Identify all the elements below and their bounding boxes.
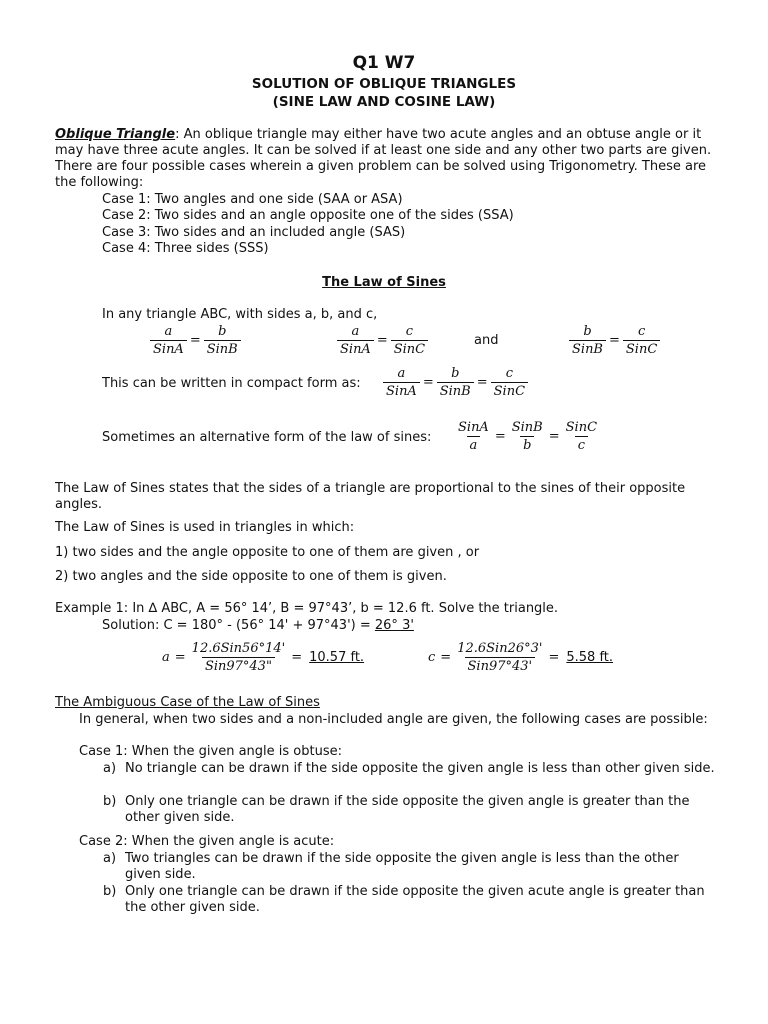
list-marker: b) <box>103 794 117 809</box>
page-subtitle: SOLUTION OF OBLIQUE TRIANGLES <box>251 76 517 92</box>
list-item: Two triangles can be drawn if the side opposite the given angle is less than the other given side. <box>125 851 679 882</box>
example-solution: Solution: C = 180° - (56° 14' + 97°43') = 26° 3' <box>102 618 414 633</box>
formula-alternative: $\frac{\text{SinA}}{a}$ = $\frac{\text{SinB}}{b}$ = $\frac{\text{SinC}}{c}$ <box>458 420 598 453</box>
ambiguous-case2-label: Case 2: When the given angle is acute: <box>79 834 335 849</box>
case-line: Case 3: Two sides and an included angle (SAS) <box>102 225 406 240</box>
term-oblique-triangle: Oblique Triangle <box>55 127 176 142</box>
list-marker: a) <box>103 761 117 776</box>
intro-text: : An oblique triangle may either have two acute angles and an obtuse angle or it may have three acute angles. It can be solved if at least one side and any other two parts are given. There are four possible cases wherein a given problem can be solved using Trigonometry. These are the following: <box>55 127 712 190</box>
and-word: and <box>474 333 499 348</box>
law-use-item: 2) two angles and the side opposite to one of them is given. <box>55 569 447 584</box>
solution-angle-c: 26° 3' <box>374 618 414 633</box>
list-item: Only one triangle can be drawn if the side opposite the given acute angle is greater than the other given side. <box>125 884 705 915</box>
result-a: 10.57 ft. <box>309 649 365 665</box>
section-heading-law-of-sines: The Law of Sines <box>322 275 446 290</box>
formula-compact: $\frac{a}{\text{SinA}}$ = $\frac{b}{\text{SinB}}$ = $\frac{c}{\text{SinC}}$ <box>383 366 528 399</box>
equation-a: a = $\frac{\text{12.6Sin56°14'}}{\text{Sin97°43"}}$ = 10.57 ft. <box>162 641 365 674</box>
compact-label: This can be written in compact form as: <box>102 376 361 391</box>
law-statement: The Law of Sines states that the sides of a triangle are proportional to the sines of their opposite angles. <box>55 481 686 512</box>
formula-a-b: $\frac{a}{\text{SinA}}$ = $\frac{b}{\text{SinB}}$ <box>150 324 241 357</box>
equation-c: c = $\frac{\text{12.6Sin26°3'}}{\text{Sin97°43'}}$ = 5.58 ft. <box>428 641 614 674</box>
ambiguous-case1-label: Case 1: When the given angle is obtuse: <box>79 744 342 759</box>
alt-label: Sometimes an alternative form of the law of sines: <box>102 430 432 445</box>
list-marker: a) <box>103 851 117 866</box>
law-use-item: 1) two sides and the angle opposite to one of them are given , or <box>55 545 480 560</box>
page-subtitle-paren: (SINE LAW AND COSINE LAW) <box>272 94 496 110</box>
law-intro-line: In any triangle ABC, with sides a, b, and c, <box>102 307 378 322</box>
law-used-in: The Law of Sines is used in triangles in which: <box>55 520 355 535</box>
page-title: Q1 W7 <box>352 53 416 73</box>
list-marker: b) <box>103 884 117 899</box>
section-heading-ambiguous-case: The Ambiguous Case of the Law of Sines <box>55 695 320 710</box>
result-c: 5.58 ft. <box>566 649 614 665</box>
ambiguous-intro: In general, when two sides and a non-included angle are given, the following cases are possible: <box>79 712 708 727</box>
case-line: Case 1: Two angles and one side (SAA or ASA) <box>102 192 403 207</box>
formula-a-c: $\frac{a}{\text{SinA}}$ = $\frac{c}{\text{SinC}}$ <box>337 324 428 357</box>
case-line: Case 2: Two sides and an angle opposite one of the sides (SSA) <box>102 208 514 223</box>
intro-paragraph <box>55 127 715 191</box>
example-line: Example 1: In ∆ ABC, A = 56° 14’, B = 97°43’, b = 12.6 ft. Solve the triangle. <box>55 601 559 616</box>
case-line: Case 4: Three sides (SSS) <box>102 241 269 256</box>
list-item: No triangle can be drawn if the side opposite the given angle is less than other given side. <box>125 761 715 776</box>
list-item: Only one triangle can be drawn if the side opposite the given angle is greater than the other given side. <box>125 794 690 825</box>
formula-b-c: $\frac{b}{\text{SinB}}$ = $\frac{c}{\text{SinC}}$ <box>569 324 660 357</box>
